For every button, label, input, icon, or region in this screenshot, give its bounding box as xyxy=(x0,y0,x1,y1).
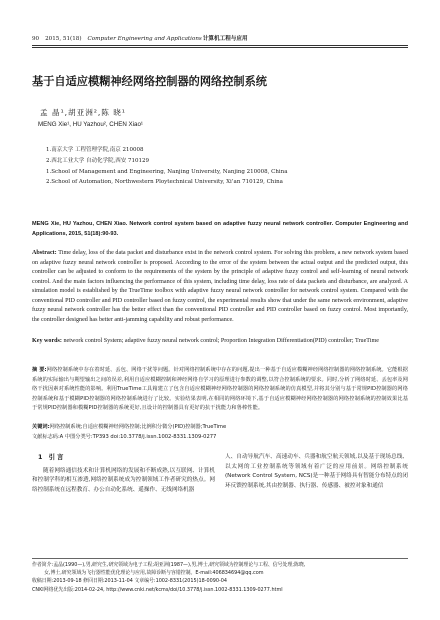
footnote-line: 女,博士,研究领域为飞行器性能优化理论与应用,故障诊断与容错控制。E-mail:406834694@qq.com xyxy=(44,570,264,577)
body-column-right xyxy=(225,453,408,491)
abstract-cn-text: 网络控制系统中存在着时延、丢包、网络干扰等问题。针对网络控制系统中存在的问题,提出一种基于自适应模糊神经网络控制器的网络控制系统。它能根据系统的实际输出与期望输出之间的误差,利用自适应模糊控制和神经网络自学习的原理进行参数的调整,以符合控制系统的要求。同时,分析了网络时延、丢包率及网络干扰因素对系统性能的影响。利用TrueTime工具箱建立了包含自适应模糊神经网络控制器的网络控制系统的仿真模型,并将其分别与基于常规PID控制器的网络控制系统和基于模糊PID控制器的网络控制系统进行了比较。实验结果表明,在相同的网络环境下,基于自适应模糊神经网络控制器的网络控制系统的控制效果比基于常规PID控制器和模糊PID控制器的系统更好,且设计的控制器具有更好的抗干扰能力和鲁棒性能。 xyxy=(32,367,409,412)
keywords-cn xyxy=(32,423,408,433)
abstract-cn xyxy=(32,366,408,414)
footnote-rule xyxy=(32,558,408,559)
authors-cn: 孟 晶¹,胡亚洲²,陈 晓¹ xyxy=(40,108,126,117)
section-heading: 1 引言 xyxy=(38,453,66,461)
doi-line: 文献标志码:A 中图分类号:TP393 doi:10.3778/j.issn.1002-8331.1309-0277 xyxy=(32,434,217,440)
body-column-left xyxy=(32,453,215,495)
footnote-line: CNKI网络优先出版:2014-02-24, http://www.cnki.net/kcms/doi/10.3778/j.issn.1002-8331.1309-0277.html xyxy=(32,586,283,593)
abstract-en xyxy=(32,249,408,325)
affiliation-line: 1.School of Management and Engineering, Nanjing University, Nanjing 210008, China xyxy=(46,168,288,175)
header-rule-top xyxy=(32,45,408,46)
header-rule-bottom xyxy=(32,47,408,48)
affiliations xyxy=(46,145,406,188)
affiliation-line: 2.西北工业大学 自动化学院,西安 710129 xyxy=(46,157,149,164)
keywords-en-text: network control System; adaptive fuzzy neural network control; Proportion Integration Differentiation(PID) controller; TrueTime xyxy=(61,338,379,344)
body-paragraph: 人、自动导航汽车、高速动车、兵器和航空航天领域,以及基于现场总线、以太网的工业控制系统等领域有着广泛的应用前景。网络控制系统(Network Control System, NCS)是一种基于网络具有智能分布特点的闭环反馈控制系统,其由控制器、执行器、传感器、被控对象和通信 xyxy=(225,454,408,489)
journal-name-en: Computer Engineering and Applications xyxy=(87,36,202,42)
footnote-line: 作者简介:孟晶(1990—),男,研究生,研究领域为电子工程;胡亚洲(1987—),男,博士,研究领域为控制理论与工程、信号处理;陈晓, xyxy=(32,562,306,568)
abstract-en-text: Time delay, loss of the data packet and disturbance exist in the network control system. For solving this problem, a new network system based on adaptive fuzzy neural network controller is proposed. According to the error of the system between the actual output and the predicted output, this controller can be adjusted to conform to the requirements of the system by the principle of adaptive fuzzy control and self-learning of neural network control. And the main factors influencing the performance of this system, including time delay, loss rate of data packets and disturbance, are analyzed. A simulation model is established by the TrueTime toolbox with adaptive fuzzy neural network controller for network control system. Compared with the conventional PID controller and PID controller based on fuzzy control, the experimental results show that under the same network environment, adaptive fuzzy neural network controller has the better effect than the conventional PID controller and PID controller based on fuzzy control. Most importantly, the controller designed has better anti-jamming capability and robust performance. xyxy=(32,250,408,323)
body-paragraph: 随着网络通信技术和计算机网络的发展和不断成熟,以互联网、计算机和控制学科的相互渗透,网络控制系统成为控制领域工作者研究的热点。网络控制系统在远程教育、办公自动化系统、遥操作、无线网络机器 xyxy=(32,467,215,493)
footnotes xyxy=(32,561,408,594)
journal-name-cn: 计算机工程与应用 xyxy=(202,36,248,42)
keywords-en-label: Key words: xyxy=(32,338,62,344)
citation: MENG Xie, HU Yazhou, CHEN Xiao. Network control system based on adaptive fuzzy neural network controller. Computer Engineering and Applications, 2015, 51(18):90-93. xyxy=(32,221,408,237)
keywords-en xyxy=(32,337,408,347)
paper-title: 基于自适应模糊神经网络控制器的网络控制系统 xyxy=(32,75,267,88)
affiliation-line: 2.School of Automation, Northwestern Ploytechnical University, Xi’an 710129, China xyxy=(46,179,283,186)
keywords-cn-label: 关键词: xyxy=(32,424,50,430)
abstract-en-label: Abstract: xyxy=(32,250,57,256)
abstract-cn-label: 摘 要: xyxy=(32,367,47,373)
page-number: 90 xyxy=(32,36,40,42)
affiliation-line: 1.南京大学 工程管理学院,南京 210008 xyxy=(46,147,144,153)
authors-en: MENG Xie¹, HU Yazhou², CHEN Xiao¹ xyxy=(38,121,143,128)
running-head xyxy=(32,36,412,43)
footnote-line: 收稿日期:2013-09-18 修回日期:2013-11-04 文章编号:1002-8331(2015)18-0090-04 xyxy=(32,578,227,585)
issue-info: 2015, 51(18) xyxy=(45,36,82,42)
keywords-cn-text: 网络控制系统;自适应模糊神经网络控制;比例积分微分(PID)控制器;TrueTime xyxy=(49,424,227,430)
